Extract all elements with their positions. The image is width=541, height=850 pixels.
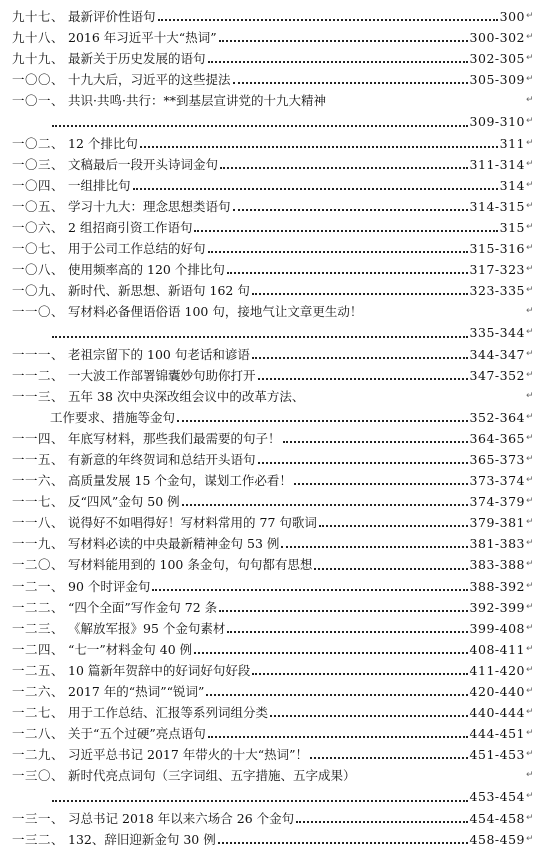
paragraph-return-icon: ↵ (526, 812, 534, 823)
toc-entry-page: 344-347 (469, 346, 525, 362)
toc-entry[interactable] (12, 365, 534, 386)
toc-entry[interactable] (12, 48, 534, 69)
paragraph-return-icon: ↵ (526, 348, 534, 359)
toc-entry-page: 451-453 (469, 747, 525, 763)
toc-entry-title: 有新意的年终贺词和总结开头语句 (68, 451, 256, 467)
toc-entry-page: 411-420 (469, 662, 525, 678)
toc-entry-number: 一〇九、 (12, 283, 65, 299)
dot-leader (219, 609, 467, 612)
toc-entry-number: 九十九、 (12, 51, 65, 67)
toc-entry-number: 一〇七、 (12, 241, 65, 257)
toc-entry-title: 写材料必备俚语俗语 100 句，接地气让文章更生动！ (68, 304, 363, 320)
toc-entry-page: 458-459 (469, 831, 525, 847)
toc-entry-page: 381-383 (469, 536, 525, 552)
toc-entry[interactable] (12, 217, 534, 238)
dot-leader (233, 81, 468, 84)
toc-entry-number: 一二四、 (12, 641, 65, 657)
dot-leader (270, 714, 468, 717)
toc-entry-page: 311 (499, 135, 525, 151)
toc-entry-page: 454-458 (469, 810, 525, 826)
toc-entry-title: 一大波工作部署锦囊妙句助你打开 (68, 367, 256, 383)
dot-leader (133, 187, 498, 190)
toc-entry[interactable] (12, 111, 534, 132)
toc-entry-title: 文稿最后一段开头诗词金句 (68, 156, 219, 172)
toc-entry-title: 五年 38 次中央深改组会议中的改革方法、 (68, 388, 305, 404)
toc-entry-page: 302-305 (469, 51, 525, 67)
dot-leader (252, 356, 468, 359)
toc-entry-number: 一三二、 (12, 831, 65, 847)
toc-entry[interactable] (12, 660, 534, 681)
toc-entry-title: 习近平总书记 2017 年带火的十大“热词”！ (68, 747, 309, 763)
dot-leader (52, 799, 468, 802)
paragraph-return-icon: ↵ (526, 264, 534, 275)
toc-entry-title: 最新关于历史发展的语句 (68, 51, 206, 67)
dot-leader (182, 503, 468, 506)
toc-entry[interactable] (12, 639, 534, 660)
toc-entry-page: 300-302 (469, 30, 525, 46)
toc-entry[interactable] (12, 576, 534, 597)
paragraph-return-icon: ↵ (526, 221, 534, 232)
dot-leader (206, 693, 467, 696)
toc-entry-title: 使用频率高的 120 个排比句 (68, 262, 225, 278)
paragraph-return-icon: ↵ (526, 559, 534, 570)
toc-entry-page: 317-323 (469, 262, 525, 278)
toc-entry[interactable] (12, 322, 534, 343)
paragraph-return-icon: ↵ (526, 390, 534, 401)
paragraph-return-icon: ↵ (526, 686, 534, 696)
toc-entry-title: 2016 年习近平十大“热词” (68, 30, 217, 46)
toc-entry[interactable] (12, 259, 534, 280)
paragraph-return-icon: ↵ (526, 580, 534, 591)
paragraph-return-icon: ↵ (526, 791, 534, 802)
dot-leader (52, 124, 468, 127)
toc-entry-title: 写材料能用到的 100 条金句，句句都有思想 (68, 557, 313, 573)
toc-entry-page: 323-335 (469, 283, 525, 299)
toc-entry-number: 一〇六、 (12, 219, 65, 235)
paragraph-return-icon: ↵ (526, 496, 534, 507)
dot-leader (208, 735, 468, 738)
dot-leader (258, 377, 468, 380)
toc-entry[interactable] (12, 449, 534, 470)
paragraph-return-icon: ↵ (526, 74, 534, 85)
toc-entry-title: “七一”材料金句 40 例 (68, 641, 193, 657)
dot-leader (227, 630, 467, 633)
toc-entry[interactable] (12, 808, 534, 829)
dot-leader (281, 545, 467, 548)
toc-entry-title: 132、辞旧迎新金句 30 例 (68, 831, 216, 847)
dot-leader (252, 292, 468, 295)
toc-entry-number: 九十七、 (12, 9, 65, 24)
toc-entry-title: 共识·共鸣·共行：**到基层宣讲党的十九大精神 (68, 93, 326, 109)
paragraph-return-icon: ↵ (526, 11, 534, 21)
paragraph-return-icon: ↵ (526, 707, 534, 718)
toc-entry[interactable] (12, 6, 534, 27)
toc-entry-title: 2 组招商引资工作语句 (68, 219, 193, 235)
toc-entry-title: 新时代、新思想、新语句 162 句 (68, 283, 250, 299)
dot-leader (283, 440, 468, 443)
toc-entry-page: 373-374 (469, 473, 525, 489)
toc-entry-number: 一〇八、 (12, 262, 65, 278)
paragraph-return-icon: ↵ (526, 622, 534, 633)
toc-entry-page: 388-392 (469, 578, 525, 594)
dot-leader (194, 651, 467, 654)
paragraph-return-icon: ↵ (526, 179, 534, 190)
toc-entry[interactable] (12, 681, 534, 702)
toc-entry-number: 一二五、 (12, 662, 65, 678)
toc-entry-page: 420-440 (469, 684, 525, 699)
toc-entry-page: 315 (499, 219, 525, 235)
dot-leader (177, 419, 468, 422)
toc-entry-number: 九十八、 (12, 30, 65, 46)
toc-entry-page: 352-364 (469, 409, 525, 425)
dot-leader (258, 461, 468, 464)
toc-entry-number: 一〇五、 (12, 198, 65, 214)
toc-entry[interactable] (12, 491, 534, 512)
toc-entry-number: 一一四、 (12, 430, 65, 446)
toc-entry-number: 一一九、 (12, 536, 65, 552)
toc-entry[interactable] (12, 344, 534, 365)
toc-entry-title: 90 个时评金句 (68, 578, 151, 594)
dot-leader (220, 166, 468, 169)
toc-entry-number: 一〇〇、 (12, 72, 65, 88)
toc-entry-title: 高质量发展 15 个金句，谋划工作必看！ (68, 473, 292, 489)
toc-entry-title: 反“四风”金句 50 例 (68, 494, 180, 510)
toc-entry-page: 335-344 (469, 325, 525, 341)
toc-entry[interactable] (12, 386, 534, 407)
toc-entry-number: 一二一、 (12, 578, 65, 594)
dot-leader (208, 250, 468, 253)
toc-entry-number: 一〇三、 (12, 156, 65, 172)
paragraph-return-icon: ↵ (526, 601, 534, 612)
toc-entry-page: 364-365 (469, 430, 525, 446)
toc-entry-page: 314 (499, 177, 525, 193)
toc-entry-number: 一一五、 (12, 451, 65, 467)
dot-leader (194, 229, 497, 232)
toc-entry-title: 用于公司工作总结的好句 (68, 241, 206, 257)
paragraph-return-icon: ↵ (526, 833, 534, 844)
dot-leader (294, 482, 468, 485)
dot-leader (233, 208, 468, 211)
toc-entry[interactable] (12, 69, 534, 90)
toc-entry-number: 一二六、 (12, 684, 65, 699)
toc-entry-number: 一〇一、 (12, 93, 65, 109)
toc-entry-title: 十九大后，习近平的这些提法 (68, 72, 231, 88)
toc-entry-number: 一〇二、 (12, 135, 65, 151)
toc-entry-title: 2017 年的“热词”“锐词” (68, 684, 205, 699)
toc-entry-number: 一二〇、 (12, 557, 65, 573)
paragraph-return-icon: ↵ (526, 411, 534, 422)
toc-entry[interactable] (12, 618, 534, 639)
paragraph-return-icon: ↵ (526, 749, 534, 760)
toc-entry[interactable] (12, 702, 534, 723)
dot-leader (252, 672, 467, 675)
toc-entry-title: “四个全面”写作金句 72 条 (68, 599, 218, 615)
toc-entry-title: 老祖宗留下的 100 句老话和谚语 (68, 346, 250, 362)
toc-entry[interactable] (12, 27, 534, 48)
toc-entry-page: 392-399 (469, 599, 525, 615)
toc-entry[interactable] (12, 280, 534, 301)
paragraph-return-icon: ↵ (526, 327, 534, 338)
toc-entry[interactable] (12, 90, 534, 111)
paragraph-return-icon: ↵ (526, 285, 534, 296)
toc-entry-page: 309-310 (469, 114, 525, 130)
toc-entry-page: 305-309 (469, 72, 525, 88)
paragraph-return-icon: ↵ (526, 32, 534, 43)
paragraph-return-icon: ↵ (526, 475, 534, 486)
toc-entry-page: 453-454 (469, 789, 525, 805)
toc-entry-number: 一一八、 (12, 515, 65, 531)
toc-entry-title: 一组排比句 (68, 177, 131, 193)
dot-leader (314, 567, 467, 570)
paragraph-return-icon: ↵ (526, 728, 534, 739)
toc-entry-title: 工作要求、措施等金句 (50, 409, 176, 425)
toc-entry-title: 写材料必读的中央最新精神金句 53 例 (68, 536, 280, 552)
toc-entry-page: 347-352 (469, 367, 525, 383)
dot-leader (218, 841, 468, 844)
table-of-contents (12, 6, 534, 850)
paragraph-return-icon: ↵ (526, 95, 534, 106)
dot-leader (152, 588, 467, 591)
dot-leader (140, 145, 498, 148)
toc-entry-page: 399-408 (469, 620, 525, 636)
toc-entry-title: 新时代亮点词句（三字词组、五字措施、五字成果） (68, 768, 356, 784)
toc-entry-number: 一一七、 (12, 494, 65, 510)
toc-entry-page: 374-379 (469, 494, 525, 510)
toc-entry-title: 说得好不如唱得好！写材料常用的 77 句歌词 (68, 515, 317, 531)
toc-entry-number: 一〇四、 (12, 177, 65, 193)
toc-entry-page: 311-314 (469, 156, 525, 172)
paragraph-return-icon: ↵ (526, 453, 534, 464)
dot-leader (219, 39, 468, 42)
toc-entry-number: 一一二、 (12, 367, 65, 383)
toc-entry[interactable] (12, 407, 534, 428)
dot-leader (227, 271, 468, 274)
toc-entry-number: 一三一、 (12, 810, 65, 826)
paragraph-return-icon: ↵ (526, 369, 534, 380)
toc-entry[interactable] (12, 470, 534, 491)
toc-entry-page: 379-381 (469, 515, 525, 531)
dot-leader (208, 60, 468, 63)
toc-entry[interactable] (12, 765, 534, 786)
paragraph-return-icon: ↵ (526, 538, 534, 549)
toc-entry-page: 383-388 (469, 557, 525, 573)
paragraph-return-icon: ↵ (526, 243, 534, 254)
toc-entry-page: 300 (499, 9, 525, 24)
toc-entry-title: 习总书记 2018 年以来六场合 26 个金句 (68, 810, 295, 826)
toc-entry[interactable] (12, 238, 534, 259)
toc-entry-title: 用于工作总结、汇报等系列词组分类 (68, 705, 269, 721)
dot-leader (158, 18, 498, 21)
toc-entry[interactable] (12, 175, 534, 196)
toc-entry-title: 关于“五个过硬”亮点语句 (68, 726, 206, 742)
toc-entry[interactable] (12, 723, 534, 744)
paragraph-return-icon: ↵ (526, 53, 534, 64)
toc-entry-number: 一一一、 (12, 346, 65, 362)
toc-entry[interactable] (12, 533, 534, 554)
toc-entry-page: 444-451 (469, 726, 525, 742)
toc-entry-page: 315-316 (469, 241, 525, 257)
toc-entry[interactable] (12, 133, 534, 154)
toc-entry-title: 《解放军报》95 个金句素材 (68, 620, 226, 636)
paragraph-return-icon: ↵ (526, 664, 534, 675)
paragraph-return-icon: ↵ (526, 306, 534, 317)
toc-entry[interactable] (12, 829, 534, 850)
toc-entry-number: 一一〇、 (12, 304, 65, 320)
toc-entry[interactable] (12, 196, 534, 217)
paragraph-return-icon: ↵ (526, 432, 534, 443)
toc-entry-title: 最新评价性语句 (68, 9, 156, 24)
toc-entry-title: 12 个排比句 (68, 135, 138, 151)
paragraph-return-icon: ↵ (526, 200, 534, 211)
paragraph-return-icon: ↵ (526, 158, 534, 169)
toc-entry[interactable] (12, 597, 534, 618)
toc-entry-title: 10 篇新年贺辞中的好词好句好段 (68, 662, 251, 678)
toc-entry-title: 学习十九大：理念思想类语句 (68, 198, 231, 214)
toc-entry-number: 一一六、 (12, 473, 65, 489)
toc-entry-number: 一三〇、 (12, 768, 65, 784)
dot-leader (319, 524, 468, 527)
toc-entry[interactable] (12, 428, 534, 449)
toc-entry-title: 年底写材料，那些我们最需要的句子！ (68, 430, 281, 446)
toc-entry-page: 365-373 (469, 451, 525, 467)
dot-leader (296, 820, 467, 823)
toc-entry-number: 一二七、 (12, 705, 65, 721)
toc-entry-number: 一二八、 (12, 726, 65, 742)
paragraph-return-icon: ↵ (526, 137, 534, 148)
toc-entry[interactable] (12, 301, 534, 322)
toc-entry-number: 一二二、 (12, 599, 65, 615)
toc-entry-page: 440-444 (469, 705, 525, 721)
toc-entry[interactable] (12, 512, 534, 533)
toc-entry-page: 408-411 (469, 641, 525, 657)
toc-entry-page: 314-315 (469, 198, 525, 214)
toc-entry-number: 一一三、 (12, 388, 65, 404)
dot-leader (310, 756, 467, 759)
toc-entry[interactable] (12, 154, 534, 175)
paragraph-return-icon: ↵ (526, 643, 534, 654)
dot-leader (52, 335, 468, 338)
toc-entry[interactable] (12, 554, 534, 575)
toc-entry-number: 一二九、 (12, 747, 65, 763)
paragraph-return-icon: ↵ (526, 770, 534, 781)
toc-entry[interactable] (12, 744, 534, 765)
paragraph-return-icon: ↵ (526, 517, 534, 528)
paragraph-return-icon: ↵ (526, 116, 534, 127)
toc-entry-number: 一二三、 (12, 620, 65, 636)
